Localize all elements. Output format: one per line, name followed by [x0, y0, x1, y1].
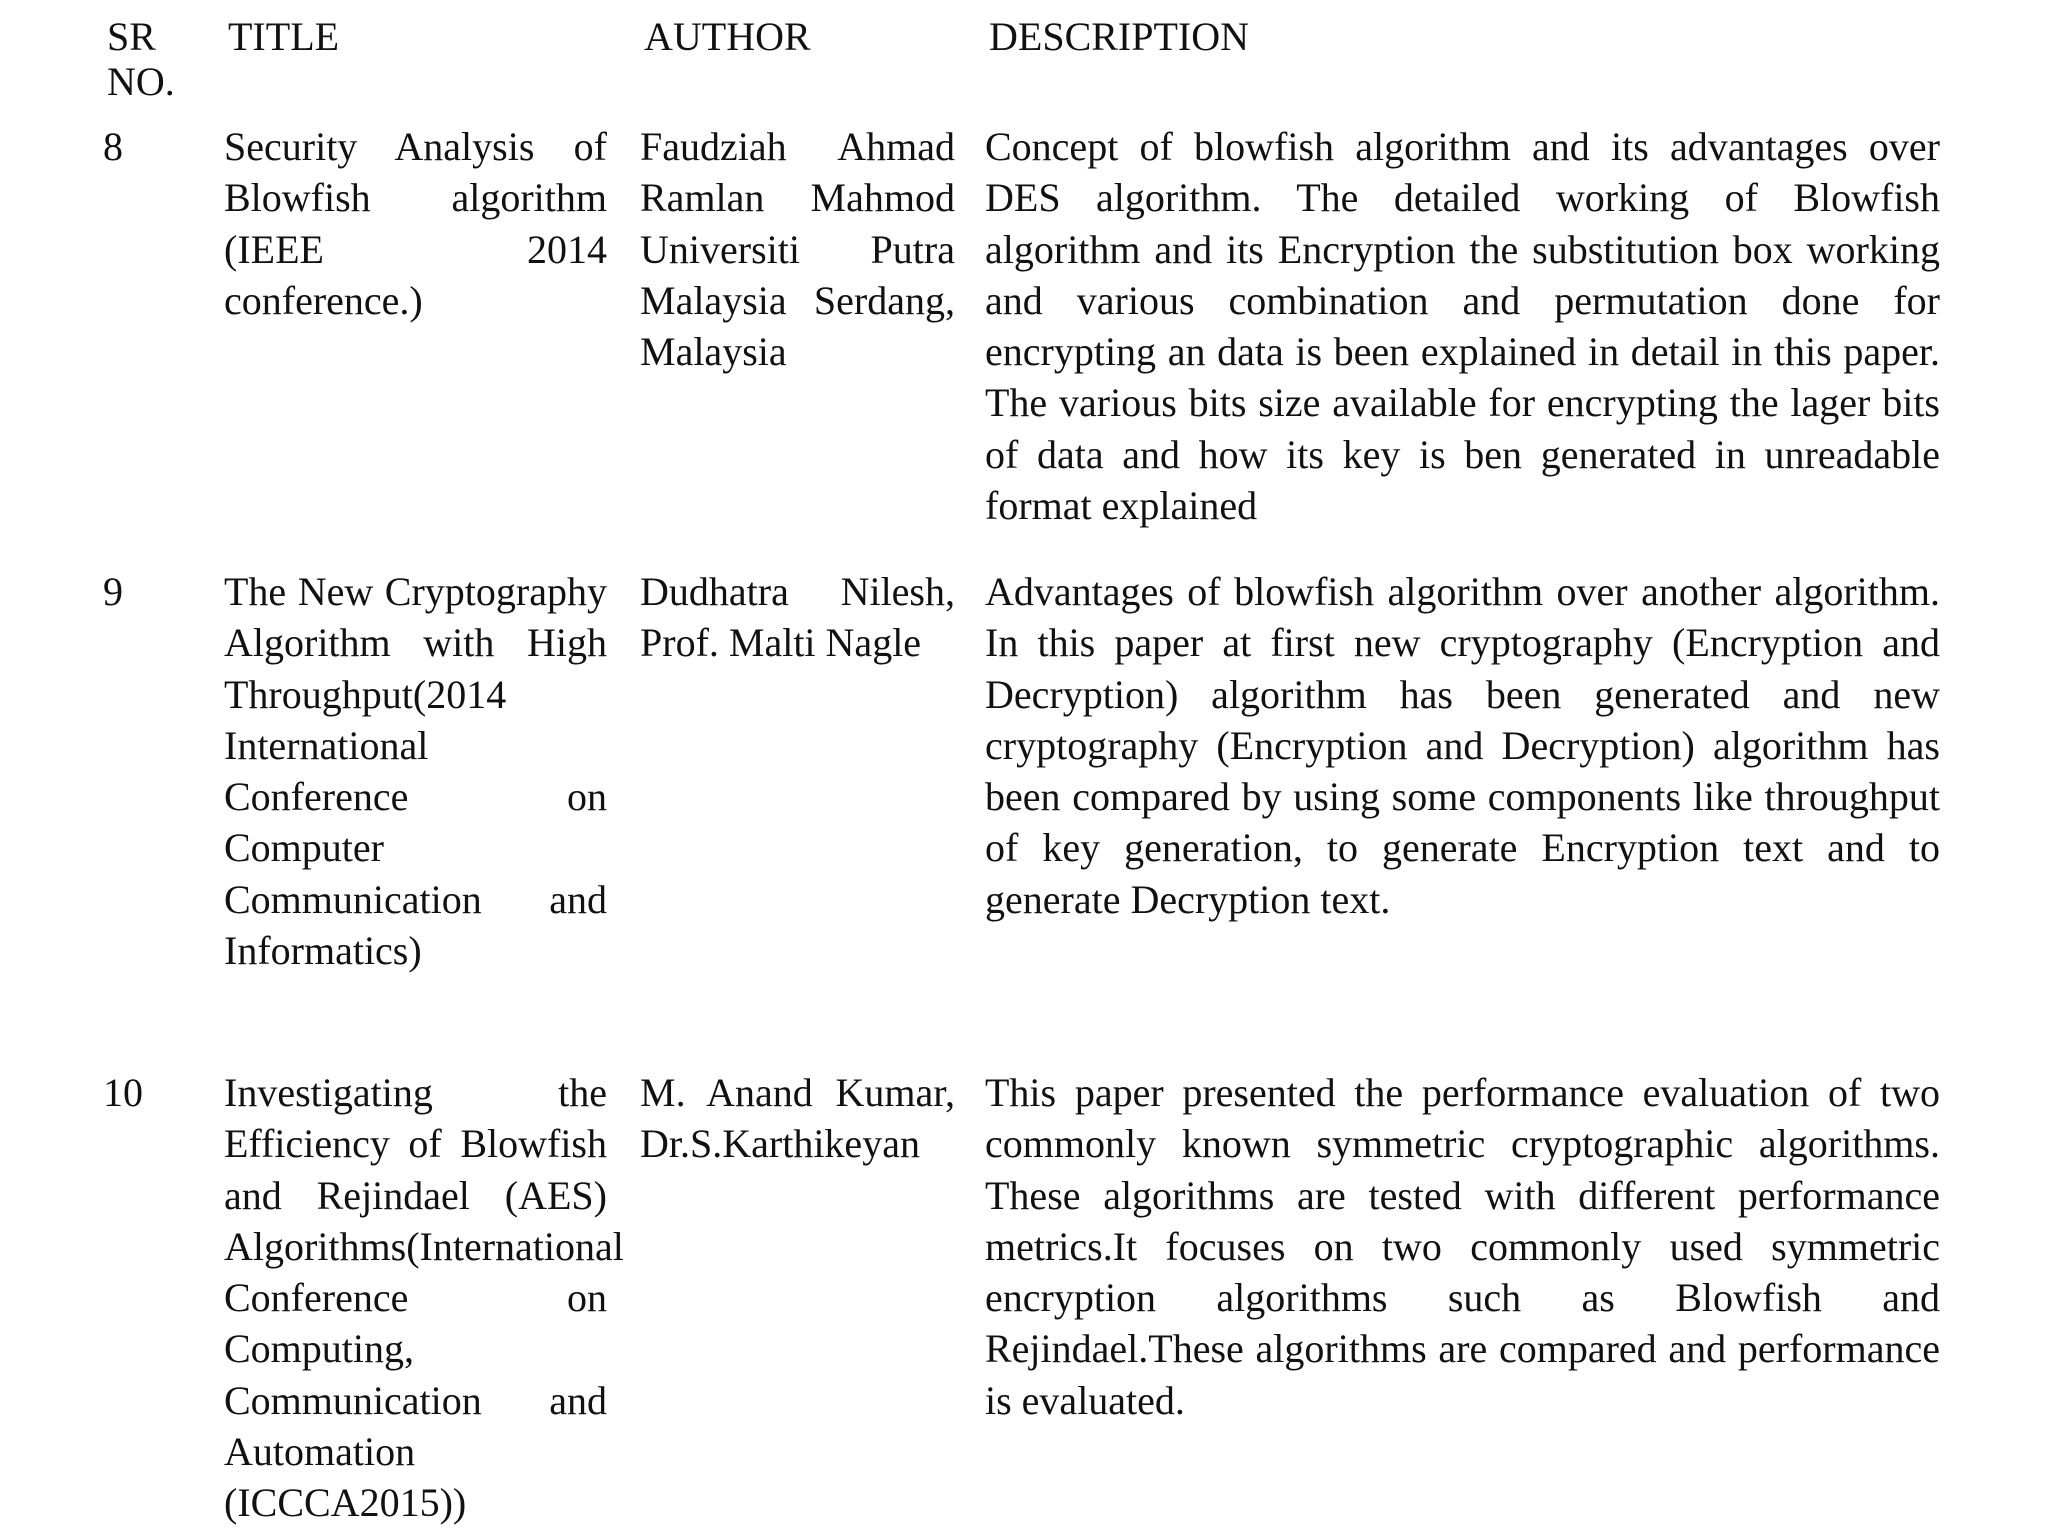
header-title: TITLE	[228, 14, 340, 59]
header-author: AUTHOR	[644, 14, 811, 59]
row-8-title: Security Analysis of Blowfish algorithm (IEEE 2014 conference.)	[224, 124, 607, 323]
row-10-sr: 10	[103, 1070, 143, 1115]
row-8-sr: 8	[103, 124, 123, 169]
row-8-description: Concept of blowfish algorithm and its advantages over DES algorithm. The detailed working of Blowfish algorithm and its Encryption the substitution box working and various combination and permutation done for encrypting an data is been explained in detail in this paper. The various bits size available for encrypting the lager bits of data and how its key is ben generated in unreadable format explained	[985, 124, 1940, 529]
row-10-description: This paper presented the performance evaluation of two commonly known symmetric cryptographic algorithms. These algorithms are tested with different performance metrics.It focuses on two commonly used symmetric encryption algorithms such as Blowfish and Rejindael.These algorithms are compared and performance is evaluated.	[985, 1070, 1940, 1423]
header-sr-no: SR NO.	[107, 14, 175, 104]
row-10-author: M. Anand Kumar, Dr.S.Karthikeyan	[640, 1070, 955, 1167]
row-9-author: Dudhatra Nilesh, Prof. Malti Nagle	[640, 569, 955, 666]
row-10-title: Investigating the Efficiency of Blowfish and Rejindael (AES) Algorithms(International Conference on Computing, Communication and Automation (ICCCA2015))	[224, 1070, 624, 1526]
row-8-author: Faudziah Ahmad Ramlan Mahmod Universiti Putra Malaysia Serdang, Malaysia	[640, 124, 955, 375]
row-9-title: The New Cryptography Algorithm with High Throughput(2014 International Conference on Computer Communication and Informatics)	[224, 569, 607, 974]
row-9-sr: 9	[103, 569, 123, 614]
header-description: DESCRIPTION	[989, 14, 1250, 59]
row-9-description: Advantages of blowfish algorithm over another algorithm. In this paper at first new cryptography (Encryption and Decryption) algorithm has been generated and new cryptography (Encryption and Decryption) algorithm has been compared by using some components like throughput of key generation, to generate Encryption text and to generate Decryption text.	[985, 569, 1940, 922]
